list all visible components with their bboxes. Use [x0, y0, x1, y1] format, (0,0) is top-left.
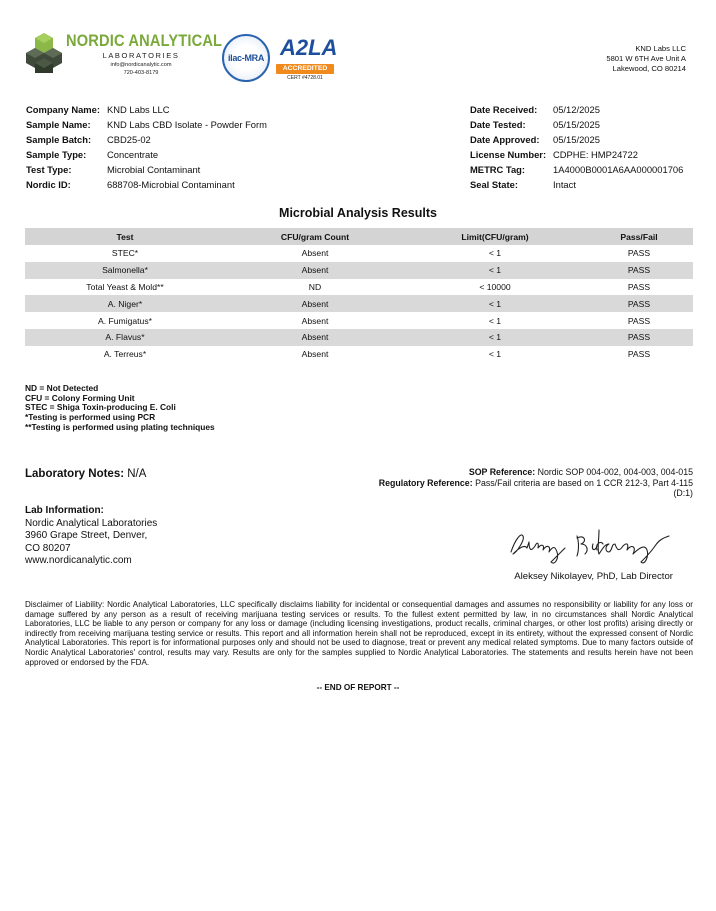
lab-phone: 720-403-8179	[123, 70, 159, 76]
lab-information	[25, 505, 157, 568]
cert-number: CERT #4728.01	[287, 75, 323, 81]
cell-test: A. Fumigatus*	[98, 315, 152, 326]
info-row-seal-state	[470, 177, 683, 192]
cell-limit: < 1	[488, 248, 502, 259]
info-label: Date Received:	[470, 104, 538, 115]
cell-limit: < 10000	[479, 281, 511, 292]
handwritten-signature	[505, 522, 675, 570]
cell-result: PASS	[627, 281, 651, 292]
regulatory-value: Pass/Fail criteria are based on 1 CCR 212-3, Part 4-115	[472, 477, 693, 488]
lab-info-line: www.nordicanalytic.com	[25, 555, 132, 566]
info-value: 05/15/2025	[553, 134, 600, 145]
sop-reference	[293, 467, 693, 499]
info-value: Concentrate	[107, 149, 159, 160]
info-row-date-approved	[470, 132, 683, 147]
column-header-count: CFU/gram Count	[225, 228, 405, 245]
lab-logo	[26, 31, 223, 77]
cell-test: A. Terreus*	[103, 349, 147, 360]
lab-logo-sub: LABORATORIES	[102, 51, 180, 60]
table-row	[25, 346, 693, 363]
abbreviation-legend	[25, 384, 215, 433]
cell-count: Absent	[301, 315, 329, 326]
info-row-test-type	[26, 162, 267, 177]
cell-count: Absent	[225, 295, 405, 312]
info-value: 1A4000B0001A6AA000001706	[553, 164, 684, 175]
cell-test: Total Yeast & Mold**	[86, 281, 164, 292]
table-row	[25, 245, 693, 262]
table-row	[25, 279, 693, 296]
cell-test: STEC*	[111, 248, 139, 259]
table-row	[25, 312, 693, 329]
cell-result: PASS	[585, 295, 693, 312]
info-row-metrc-tag	[470, 162, 683, 177]
info-row-date-received	[470, 102, 683, 117]
client-address	[606, 44, 686, 74]
info-value: 05/15/2025	[553, 119, 600, 130]
cell-count: Absent	[225, 329, 405, 346]
disclaimer: Disclaimer of Liability: Nordic Analytical Laboratories, LLC specifically disclaims liability for incidental or consequential damages and assumes no responsibility or liability for any loss or damage suffered by any person as a result of receiving marijuana testing services or results. To the fullest extent permitted by law, in no circumstances shall Nordic Analytical Laboratories, LLC be liable to any person or company for any loss or damage (including licensing investigations, product recalls, criminal charges, or other lost profits) arising directly or indirectly from receiving marijuana testing service or results. This report and all information herein shall not be reproduced, except in its entirety, without the expressed consent of Nordic Analytical Laboratories. This report is for informational purposes only and should not be used to diagnose, treat or prevent any medical related symptoms. Due to many factors outside of Nordic Analytical Laboratories' control, results may vary. Results are only for the samples supplied to Nordic Analytical Laboratories. The statements and results herein have not been approved or endorsed by the FDA.	[25, 600, 693, 667]
info-value: KND Labs LLC	[107, 104, 170, 115]
info-label: Company Name:	[26, 104, 100, 115]
lab-logo-name: NORDIC ANALYTICAL	[66, 31, 223, 50]
lab-email: info@nordicanalytic.com	[110, 62, 172, 68]
info-label: METRC Tag:	[470, 164, 526, 175]
info-row-license-number	[470, 147, 683, 162]
info-row-date-tested	[470, 117, 683, 132]
info-value: KND Labs CBD Isolate - Powder Form	[107, 119, 267, 130]
info-label: Sample Batch:	[26, 134, 92, 145]
info-label: Sample Type:	[26, 149, 87, 160]
info-label: Seal State:	[470, 179, 518, 190]
lab-info-line: Nordic Analytical Laboratories	[25, 517, 158, 529]
lab-info-line: CO 80207	[25, 542, 71, 554]
sample-info-left	[26, 102, 267, 192]
column-header-limit: Limit(CFU/gram)	[405, 228, 585, 245]
info-row-nordic-id	[26, 177, 267, 192]
cell-result: PASS	[585, 329, 693, 346]
client-address-line2: Lakewood, CO 80214	[612, 64, 686, 73]
table-row	[25, 295, 693, 312]
cell-test: A. Niger*	[25, 295, 225, 312]
column-header-pass-fail: Pass/Fail	[585, 228, 693, 245]
cell-count: ND	[308, 281, 322, 292]
legend-line: **Testing is performed using plating techniques	[25, 421, 215, 432]
client-address-line1: 5801 W 6TH Ave Unit A	[606, 54, 686, 63]
cell-limit: < 1	[488, 349, 502, 360]
results-header-row	[25, 228, 693, 245]
cell-count: Absent	[225, 262, 405, 279]
cell-limit: < 1	[488, 315, 502, 326]
table-row	[25, 262, 693, 279]
info-label: Test Type:	[26, 164, 72, 175]
cell-result: PASS	[627, 248, 651, 259]
table-row	[25, 329, 693, 346]
legend-line: ND = Not Detected	[25, 383, 99, 393]
results-table	[25, 228, 693, 363]
info-value: 05/12/2025	[553, 104, 600, 115]
legend-line: *Testing is performed using PCR	[25, 412, 156, 423]
cell-result: PASS	[627, 349, 651, 360]
ilac-mra-seal	[222, 34, 270, 82]
info-label: Nordic ID:	[26, 179, 71, 190]
regulatory-value-cont: (D:1)	[673, 488, 693, 498]
accredited-banner: ACCREDITED	[276, 64, 334, 74]
cell-test: Salmonella*	[25, 262, 225, 279]
lab-notes-label: Laboratory Notes:	[25, 468, 125, 480]
info-label: Date Approved:	[470, 134, 540, 145]
cell-test: A. Flavus*	[25, 329, 225, 346]
cell-count: Absent	[301, 248, 329, 259]
laboratory-notes	[25, 468, 146, 480]
sop-value: Nordic SOP 004-002, 004-003, 004-015	[535, 467, 693, 477]
lab-info-line: 3960 Grape Street, Denver,	[25, 530, 148, 541]
info-value: Intact	[553, 179, 576, 190]
cell-limit: < 1	[405, 329, 585, 346]
info-row-sample-type	[26, 147, 267, 162]
cell-limit: < 1	[405, 295, 585, 312]
client-name: KND Labs LLC	[635, 44, 686, 53]
end-of-report: -- END OF REPORT --	[316, 683, 400, 692]
info-row-company	[26, 102, 267, 117]
sample-info-right	[470, 102, 683, 192]
results-title: Microbial Analysis Results	[279, 206, 437, 220]
info-value: CDPHE: HMP24722	[553, 149, 638, 160]
hexagon-cubes-icon	[26, 32, 62, 74]
a2la-mark: A2LA	[280, 35, 338, 60]
info-value: 688708-Microbial Contaminant	[107, 179, 235, 190]
sop-label: SOP Reference:	[468, 467, 536, 477]
a2la-seal	[276, 33, 338, 83]
info-label: Sample Name:	[26, 119, 91, 130]
info-value: CBD25-02	[107, 134, 151, 145]
accreditation-logos	[222, 33, 338, 83]
ilac-text: ilac-MRA	[227, 53, 265, 63]
lab-notes-value: N/A	[124, 468, 147, 480]
regulatory-label: Regulatory Reference:	[378, 477, 473, 488]
info-row-sample-name	[26, 117, 267, 132]
info-label: Date Tested:	[470, 119, 526, 130]
cell-limit: < 1	[405, 262, 585, 279]
director-name: Aleksey Nikolayev, PhD, Lab Director	[514, 571, 673, 582]
info-label: License Number:	[470, 149, 547, 160]
info-row-sample-batch	[26, 132, 267, 147]
cell-count: Absent	[301, 349, 329, 360]
cell-result: PASS	[585, 262, 693, 279]
legend-line: STEC = Shiga Toxin-producing E. Coli	[25, 402, 176, 413]
legend-line: CFU = Colony Forming Unit	[25, 392, 135, 403]
info-value: Microbial Contaminant	[107, 164, 201, 175]
column-header-test: Test	[25, 228, 225, 245]
lab-info-title: Lab Information:	[25, 505, 104, 516]
cell-result: PASS	[627, 315, 651, 326]
